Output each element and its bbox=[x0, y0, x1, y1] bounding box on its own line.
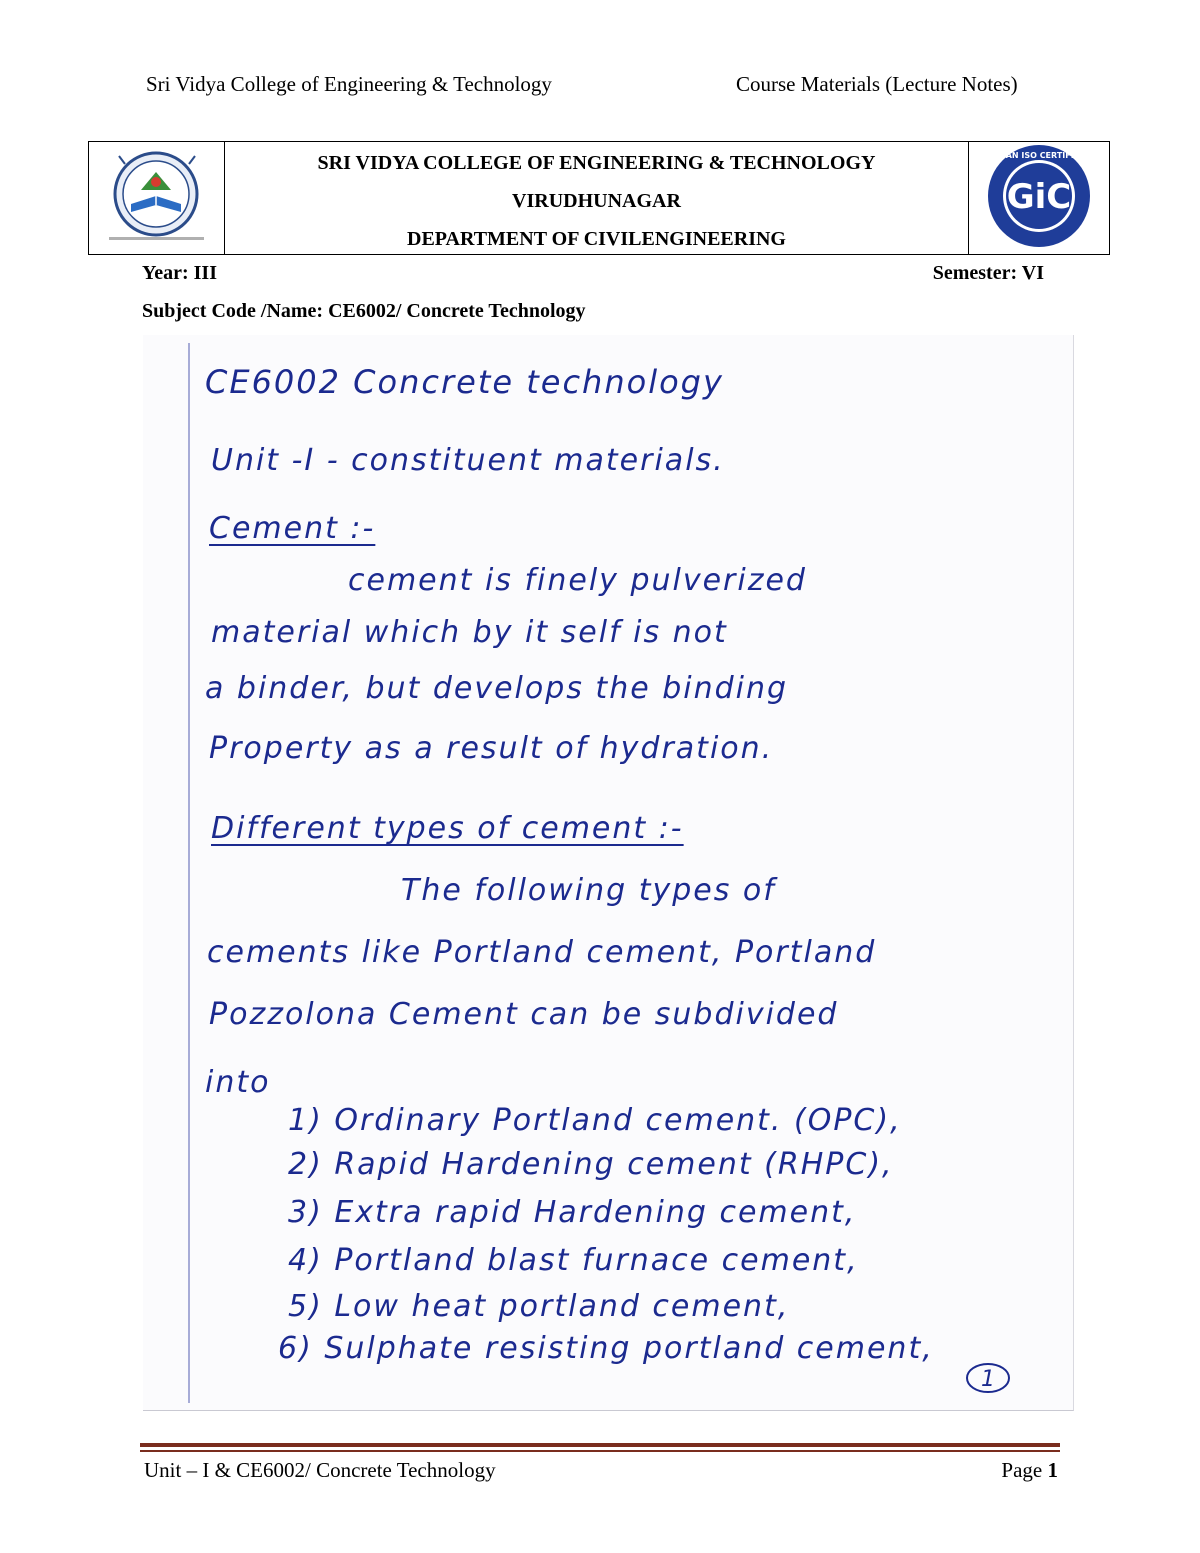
college-location: VIRUDHUNAGAR bbox=[512, 190, 681, 212]
department-name: DEPARTMENT OF CIVILENGINEERING bbox=[407, 228, 786, 250]
college-logo-cell bbox=[89, 142, 225, 254]
notes-definition-line-2: material which by it self is not bbox=[211, 615, 728, 650]
cement-type-item-4: 4) Portland blast furnace cement, bbox=[288, 1243, 859, 1278]
notes-definition-line-4: Property as a result of hydration. bbox=[209, 731, 774, 766]
notes-definition-line-1: cement is finely pulverized bbox=[348, 563, 807, 598]
notes-unit-heading: Unit -I - constituent materials. bbox=[211, 443, 725, 478]
notes-cement-heading: Cement :- bbox=[209, 511, 376, 546]
notes-types-line-4: into bbox=[205, 1065, 271, 1100]
footer-course-label: Unit – I & CE6002/ Concrete Technology bbox=[144, 1458, 496, 1482]
notes-types-line-3: Pozzolona Cement can be subdivided bbox=[209, 997, 839, 1032]
page-footer bbox=[0, 1456, 1200, 1486]
cement-type-item-6: 6) Sulphate resisting portland cement, bbox=[278, 1331, 934, 1366]
handwritten-page-number bbox=[963, 1361, 1013, 1395]
cement-type-item-5: 5) Low heat portland cement, bbox=[288, 1289, 790, 1324]
certification-logo bbox=[969, 142, 1109, 254]
college-logo bbox=[89, 142, 224, 254]
masthead-table bbox=[88, 141, 1110, 255]
year-label: Year: III bbox=[142, 262, 217, 284]
cement-type-item-3: 3) Extra rapid Hardening cement, bbox=[288, 1195, 857, 1230]
notes-title: CE6002 Concrete technology bbox=[205, 363, 724, 401]
notes-definition-line-3: a binder, but develops the binding bbox=[205, 671, 789, 706]
footer-page-label: Page bbox=[1001, 1458, 1048, 1482]
notes-types-line-1: The following types of bbox=[401, 873, 776, 908]
footer-page-number: 1 bbox=[1047, 1458, 1058, 1482]
cement-type-item-1: 1) Ordinary Portland cement. (OPC), bbox=[288, 1103, 902, 1138]
certification-logo-ring: GUARDIAN ISO CERTIFICATION bbox=[970, 151, 1108, 160]
subject-label: Subject Code /Name: CE6002/ Concrete Technology bbox=[142, 300, 586, 322]
handwritten-page-number-text: 1 bbox=[981, 1367, 995, 1392]
semester-label: Semester: VI bbox=[932, 262, 1044, 284]
header-college-name: Sri Vidya College of Engineering & Technology bbox=[146, 72, 552, 96]
footer-rule-thick bbox=[140, 1443, 1060, 1447]
certification-logo-text: GiC bbox=[1006, 177, 1072, 217]
cement-type-item-2: 2) Rapid Hardening cement (RHPC), bbox=[288, 1147, 894, 1182]
subject-row bbox=[142, 300, 1050, 323]
footer-rule-thin bbox=[140, 1450, 1060, 1452]
certification-logo-cell bbox=[968, 142, 1109, 254]
notes-types-line-2: cements like Portland cement, Portland bbox=[207, 935, 877, 970]
college-title: SRI VIDYA COLLEGE OF ENGINEERING & TECHNOLOGY bbox=[317, 152, 876, 174]
handwritten-notes-scan bbox=[143, 335, 1074, 1411]
notebook-margin-line bbox=[188, 343, 190, 1403]
year-semester-row bbox=[142, 262, 1050, 285]
footer-page bbox=[1001, 1458, 1058, 1483]
masthead-title-block bbox=[225, 142, 968, 254]
notes-types-heading: Different types of cement :- bbox=[211, 811, 684, 846]
header-course-materials: Course Materials (Lecture Notes) bbox=[736, 72, 1018, 96]
page-header bbox=[0, 68, 1200, 102]
